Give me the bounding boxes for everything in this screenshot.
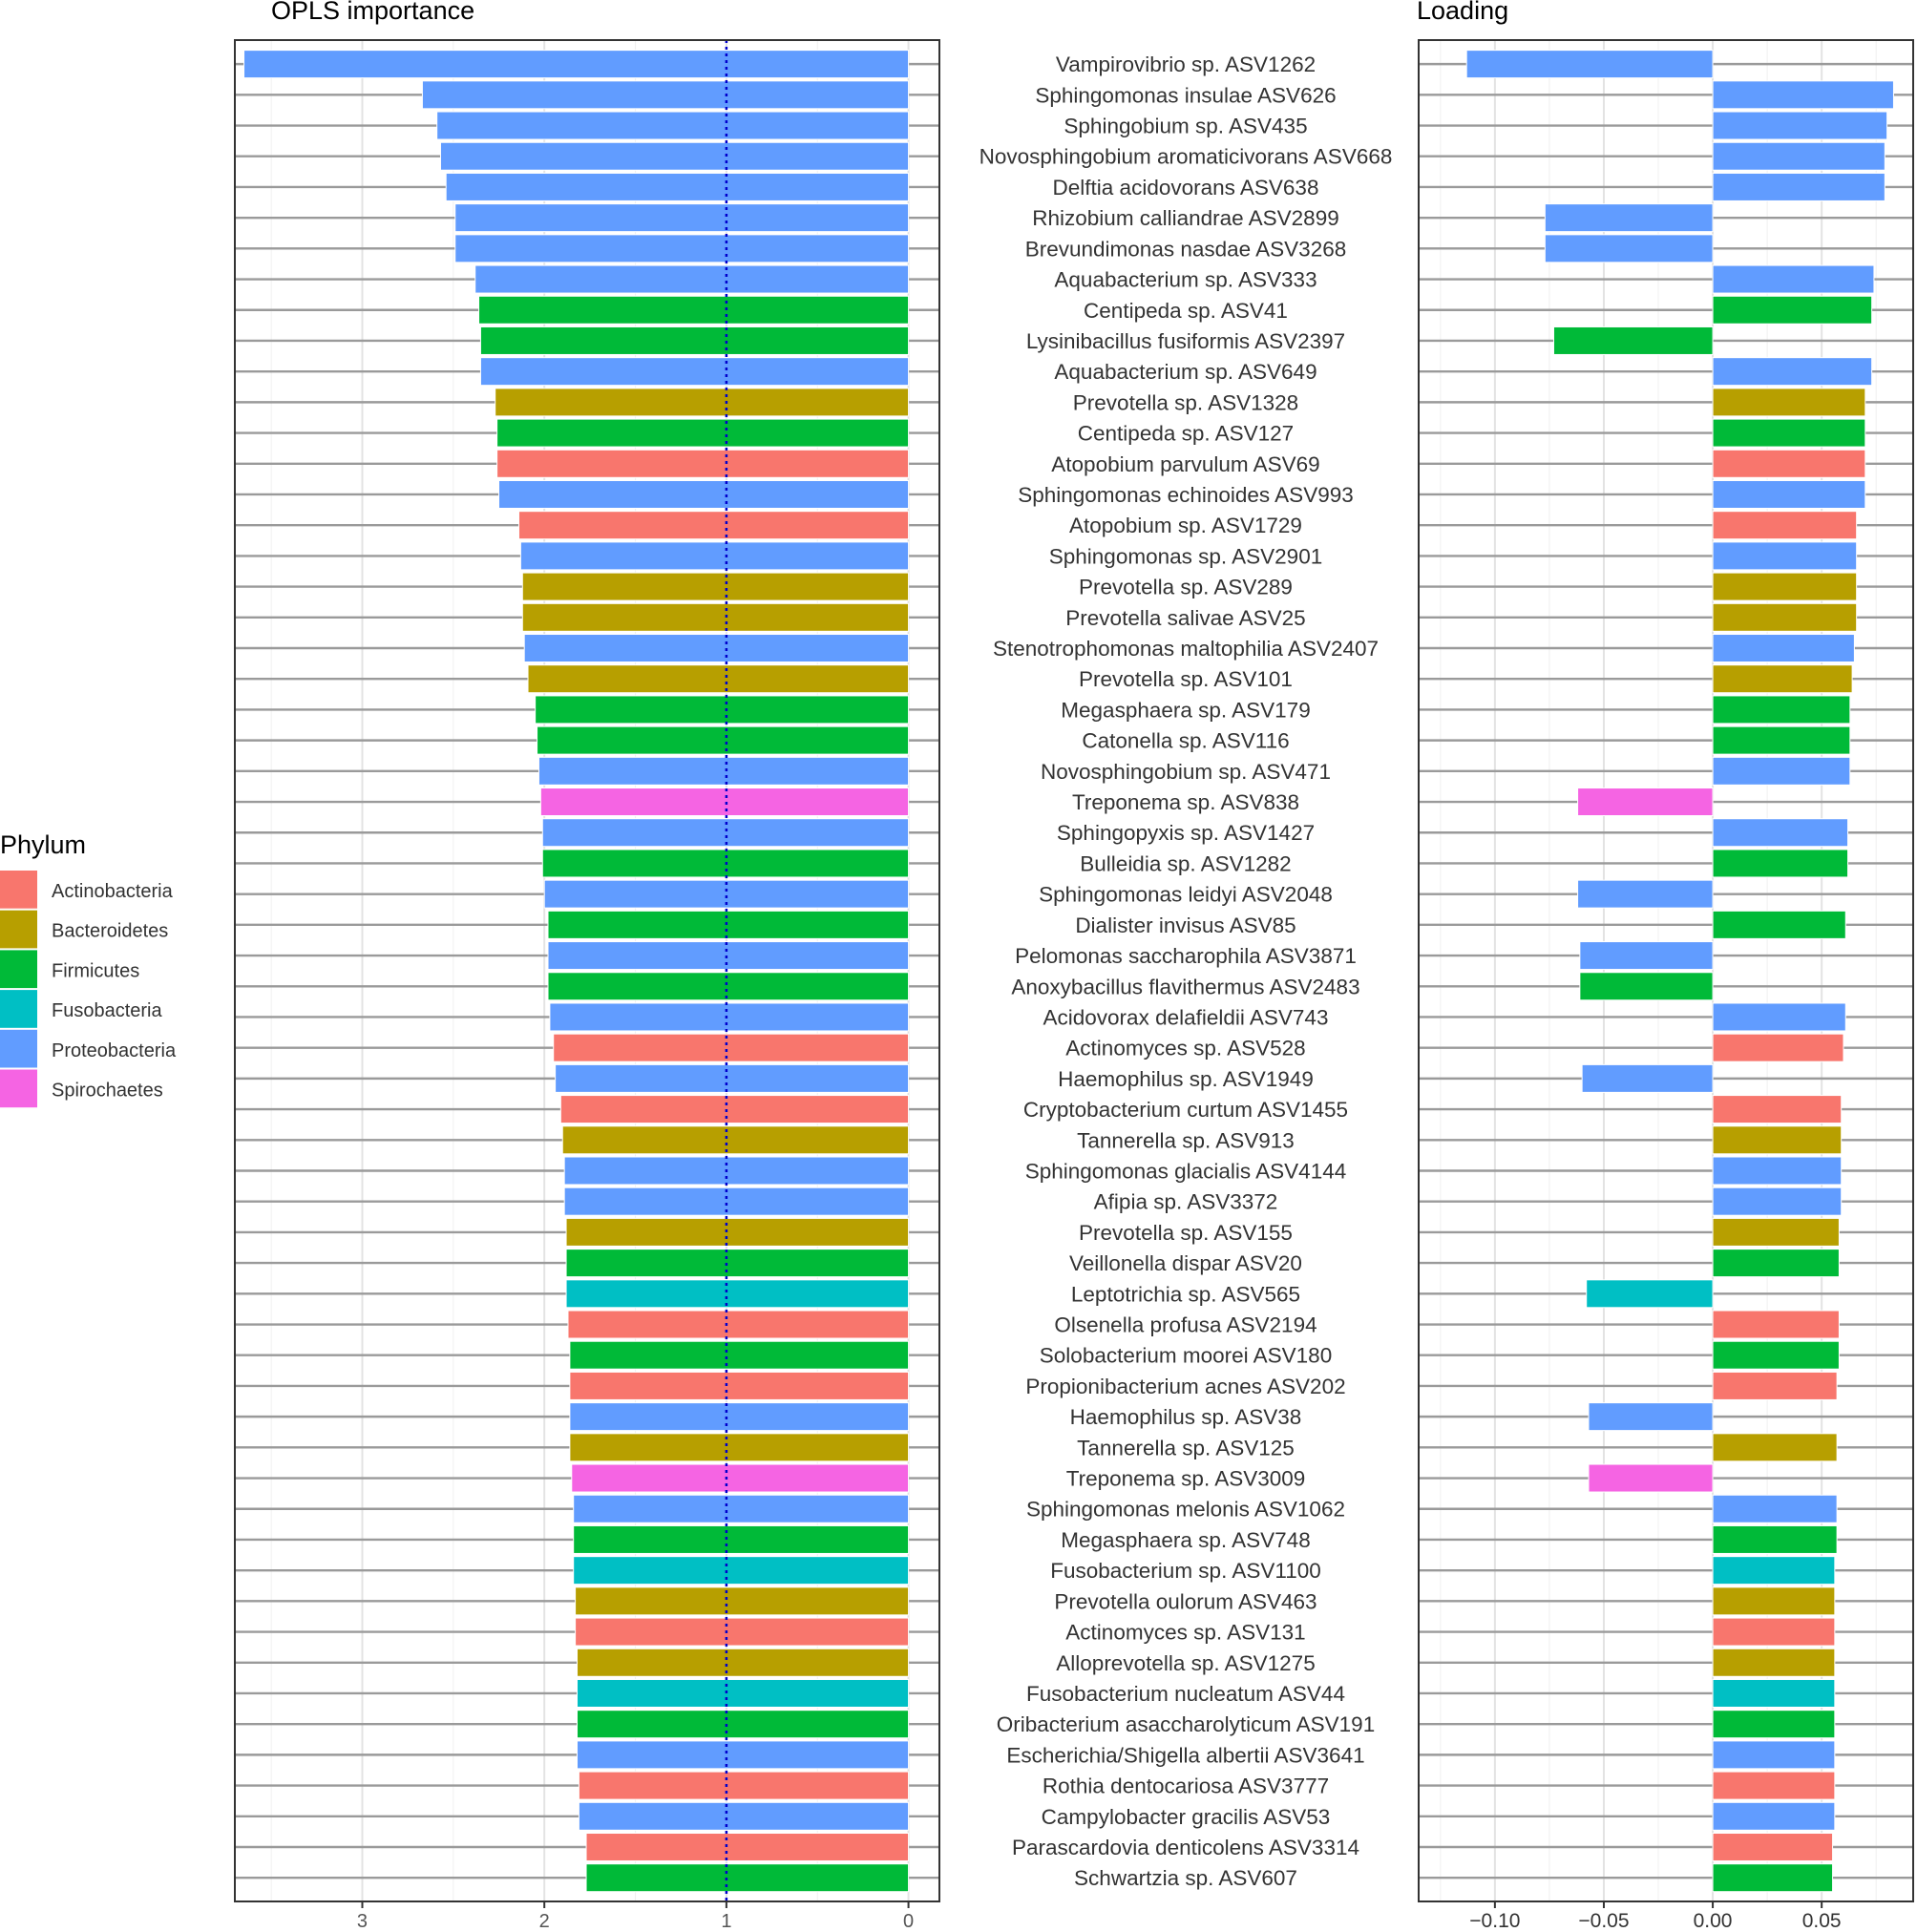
opls-bar	[520, 542, 908, 570]
opls-bar	[576, 1618, 909, 1646]
opls-bar	[495, 388, 909, 416]
species-label: Haemophilus sp. ASV38	[1069, 1405, 1302, 1430]
loading-bar	[1713, 1648, 1835, 1676]
loading-bar	[1713, 81, 1893, 109]
loading-bar	[1582, 1064, 1713, 1092]
species-label: Sphingomonas sp. ASV2901	[1048, 544, 1323, 569]
loading-bar	[1578, 880, 1713, 908]
loading-bar	[1713, 1434, 1837, 1461]
opls-bar	[570, 1372, 909, 1399]
species-label: Novosphingobium aromaticivorans ASV668	[979, 144, 1393, 169]
loading-bar	[1553, 326, 1713, 354]
opls-x-tick-label: 2	[538, 1911, 550, 1927]
opls-bar	[524, 635, 908, 662]
opls-bar	[570, 1341, 909, 1369]
species-label: Escherichia/Shigella albertii ASV3641	[1006, 1743, 1365, 1768]
opls-importance-title: OPLS importance	[271, 0, 475, 25]
opls-bar	[572, 1464, 909, 1492]
species-label: Megasphaera sp. ASV179	[1061, 698, 1311, 723]
opls-bar	[548, 942, 909, 970]
species-label: Prevotella sp. ASV101	[1079, 667, 1293, 692]
loading-bar	[1580, 973, 1713, 1000]
species-label: Catonella sp. ASV116	[1082, 728, 1290, 753]
loading-bar	[1580, 942, 1713, 970]
species-label: Lysinibacillus fusiformis ASV2397	[1025, 328, 1346, 353]
opls-bar	[550, 1003, 909, 1031]
species-label: Treponema sp. ASV838	[1071, 790, 1300, 815]
loading-bar	[1713, 1525, 1837, 1553]
loading-bar	[1713, 1802, 1835, 1830]
species-label: Alloprevotella sp. ASV1275	[1056, 1650, 1316, 1675]
loading-bar	[1713, 1834, 1833, 1861]
opls-bar	[422, 81, 908, 109]
species-label: Sphingomonas melonis ASV1062	[1026, 1497, 1345, 1522]
species-label: Aquabacterium sp. ASV649	[1054, 360, 1317, 385]
loading-bar	[1713, 1711, 1835, 1738]
opls-importance-panel	[235, 40, 939, 1927]
loading-bar	[1713, 1250, 1839, 1277]
species-label: Dialister invisus ASV85	[1075, 913, 1296, 937]
legend-label: Proteobacteria	[52, 1040, 177, 1061]
species-label: Olsenella profusa ASV2194	[1054, 1312, 1317, 1337]
species-label: Fusobacterium nucleatum ASV44	[1026, 1681, 1345, 1706]
loading-bar	[1713, 1557, 1835, 1585]
loading-bar	[1713, 542, 1857, 570]
species-label: Tannerella sp. ASV913	[1077, 1128, 1295, 1153]
opls-bar	[480, 358, 908, 386]
legend-label: Fusobacteria	[52, 1000, 162, 1022]
legend-label: Spirochaetes	[52, 1080, 163, 1102]
species-label: Centipeda sp. ASV127	[1077, 421, 1295, 446]
species-label: Veillonella dispar ASV20	[1069, 1251, 1302, 1276]
opls-bar	[518, 512, 908, 539]
species-label: Atopobium sp. ASV1729	[1069, 514, 1302, 538]
loading-bar	[1713, 112, 1887, 139]
loading-bar	[1713, 450, 1865, 477]
opls-bar	[564, 1157, 908, 1185]
species-label: Leptotrichia sp. ASV565	[1070, 1282, 1301, 1307]
loading-bar	[1466, 51, 1713, 78]
loading-bar	[1713, 1741, 1835, 1769]
opls-bar	[568, 1311, 909, 1338]
opls-bar	[576, 1587, 909, 1615]
loading-bar	[1713, 696, 1850, 724]
loading-bar	[1713, 512, 1857, 539]
opls-bar	[548, 911, 909, 938]
loading-bar	[1713, 1126, 1842, 1154]
opls-bar	[556, 1064, 909, 1092]
legend-key	[0, 1030, 37, 1068]
opls-bar	[499, 480, 909, 508]
loading-bar	[1713, 573, 1857, 600]
opls-bar	[446, 173, 908, 200]
loading-panel	[1419, 40, 1913, 1927]
species-label: Actinomyces sp. ASV528	[1065, 1036, 1306, 1060]
species-label: Solobacterium moorei ASV180	[1039, 1343, 1333, 1368]
loading-title: Loading	[1417, 0, 1509, 25]
loading-bar	[1713, 1587, 1835, 1615]
species-label: Afipia sp. ASV3372	[1093, 1189, 1278, 1214]
species-label: Cryptobacterium curtum ASV1455	[1022, 1098, 1349, 1123]
loading-bar	[1713, 388, 1865, 416]
loading-bar	[1713, 1772, 1835, 1799]
opls-bar	[455, 235, 909, 262]
opls-bar	[440, 142, 908, 170]
opls-bar	[566, 1218, 909, 1246]
loading-bar	[1713, 757, 1850, 785]
loading-bar	[1713, 1096, 1842, 1124]
loading-bar	[1713, 819, 1847, 847]
legend-key	[0, 1070, 37, 1108]
species-label: Campylobacter gracilis ASV53	[1041, 1804, 1331, 1829]
species-label: Anoxybacillus flavithermus ASV2483	[1011, 975, 1360, 999]
species-label: Rhizobium calliandrae ASV2899	[1032, 206, 1339, 231]
species-label: Prevotella salivae ASV25	[1065, 605, 1306, 630]
loading-bar	[1713, 635, 1854, 662]
loading-bar	[1713, 726, 1850, 754]
loading-x-tick-label: −0.10	[1469, 1910, 1521, 1927]
opls-bar	[562, 1126, 908, 1154]
opls-bar	[566, 1280, 909, 1308]
species-label: Sphingomonas glacialis ASV4144	[1024, 1159, 1347, 1184]
opls-bar	[522, 603, 908, 631]
species-label: Parascardovia denticolens ASV3314	[1012, 1835, 1359, 1859]
species-label: Sphingopyxis sp. ASV1427	[1056, 821, 1316, 846]
species-label: Delftia acidovorans ASV638	[1052, 175, 1319, 200]
legend-title: Phylum	[0, 830, 87, 859]
loading-bar	[1713, 603, 1857, 631]
species-label: Sphingomonas insulae ASV626	[1035, 83, 1337, 108]
loading-bar	[1713, 665, 1852, 693]
species-label: Atopobium parvulum ASV69	[1051, 452, 1320, 476]
species-label: Megasphaera sp. ASV748	[1061, 1527, 1311, 1552]
opls-bar	[522, 573, 908, 600]
legend-key	[0, 950, 37, 988]
species-label: Prevotella sp. ASV155	[1079, 1220, 1293, 1245]
loading-bar	[1713, 1157, 1842, 1185]
loading-bar	[1713, 173, 1885, 200]
species-label: Fusobacterium sp. ASV1100	[1050, 1559, 1321, 1584]
legend-key	[0, 911, 37, 949]
opls-bar	[560, 1096, 908, 1124]
loading-bar	[1713, 1495, 1837, 1522]
opls-bar	[579, 1802, 908, 1830]
loading-x-tick-label: −0.05	[1578, 1910, 1630, 1927]
loading-bar	[1713, 1864, 1833, 1892]
opls-bar	[578, 1648, 909, 1676]
species-label: Vampirovibrio sp. ASV1262	[1055, 52, 1317, 77]
loading-bar	[1713, 911, 1845, 938]
opls-bar	[548, 973, 909, 1000]
loading-bar	[1713, 265, 1874, 293]
species-label: Prevotella oulorum ASV463	[1054, 1589, 1317, 1614]
opls-bar	[578, 1741, 909, 1769]
loading-bar	[1713, 850, 1847, 877]
legend-label: Bacteroidetes	[52, 920, 169, 942]
species-label: Actinomyces sp. ASV131	[1065, 1620, 1306, 1645]
loading-bar	[1713, 1003, 1845, 1031]
loading-bar	[1545, 235, 1713, 262]
species-label: Sphingomonas echinoides ASV993	[1018, 482, 1354, 507]
loading-bar	[1713, 480, 1865, 508]
opls-x-tick-label: 0	[903, 1911, 915, 1927]
opls-bar	[480, 326, 908, 354]
loading-x-tick-label: 0.05	[1801, 1910, 1842, 1927]
legend-key	[0, 990, 37, 1028]
opls-bar	[586, 1864, 909, 1892]
opls-bar	[497, 419, 909, 447]
opls-bar	[475, 265, 909, 293]
species-label: Sphingobium sp. ASV435	[1064, 114, 1308, 138]
opls-bar	[536, 696, 909, 724]
species-label: Novosphingobium sp. ASV471	[1041, 759, 1331, 784]
opls-bar	[479, 296, 909, 324]
opls-bar	[455, 204, 909, 232]
species-label: Schwartzia sp. ASV607	[1074, 1866, 1297, 1891]
opls-bar	[578, 1679, 909, 1707]
species-label: Prevotella sp. ASV1328	[1072, 390, 1299, 415]
loading-bar	[1587, 1280, 1713, 1308]
loading-bar	[1713, 1218, 1839, 1246]
species-label: Oribacterium asaccharolyticum ASV191	[996, 1712, 1376, 1737]
loading-bar	[1713, 1311, 1839, 1338]
species-label: Propionibacterium acnes ASV202	[1025, 1374, 1346, 1398]
loading-bar	[1713, 419, 1865, 447]
opls-x-tick-label: 1	[721, 1911, 732, 1927]
species-label: Centipeda sp. ASV41	[1084, 298, 1288, 323]
opls-bar	[570, 1434, 909, 1461]
species-label: Stenotrophomonas maltophilia ASV2407	[992, 637, 1380, 662]
loading-bar	[1589, 1464, 1713, 1492]
opls-bar	[570, 1403, 909, 1431]
loading-bar	[1545, 204, 1713, 232]
opls-bar	[578, 1711, 909, 1738]
species-label: Tannerella sp. ASV125	[1077, 1436, 1295, 1460]
legend-key	[0, 871, 37, 909]
opls-bar	[579, 1772, 908, 1799]
species-label: Bulleidia sp. ASV1282	[1080, 851, 1292, 876]
loading-bar	[1589, 1403, 1713, 1431]
species-label: Rothia dentocariosa ASV3777	[1042, 1774, 1330, 1798]
species-label: Brevundimonas nasdae ASV3268	[1024, 237, 1347, 262]
loading-bar	[1713, 1618, 1835, 1646]
opls-bar	[497, 450, 909, 477]
opls-bar	[537, 726, 909, 754]
opls-bar	[574, 1525, 909, 1553]
loading-bar	[1713, 1372, 1837, 1399]
loading-bar	[1713, 358, 1872, 386]
loading-bar	[1713, 1187, 1842, 1215]
opls-bar	[528, 665, 909, 693]
opls-bar	[564, 1187, 908, 1215]
species-label: Prevotella sp. ASV289	[1079, 575, 1293, 599]
opls-bar	[538, 757, 908, 785]
species-label: Pelomonas saccharophila ASV3871	[1015, 944, 1357, 969]
opls-bar	[574, 1557, 909, 1585]
species-label: Acidovorax delafieldii ASV743	[1043, 1005, 1329, 1030]
loading-bar	[1713, 142, 1885, 170]
opls-bar	[574, 1495, 909, 1522]
opls-bar	[566, 1250, 909, 1277]
opls-bar	[437, 112, 909, 139]
opls-bar	[540, 788, 908, 816]
loading-x-tick-label: 0.00	[1693, 1910, 1733, 1927]
species-label: Sphingomonas leidyi ASV2048	[1039, 882, 1333, 907]
species-label: Haemophilus sp. ASV1949	[1058, 1066, 1314, 1091]
loading-bar	[1713, 1679, 1835, 1707]
legend-label: Actinobacteria	[52, 881, 173, 902]
species-labels	[980, 52, 1393, 1890]
opls-bar	[586, 1834, 909, 1861]
loading-bar	[1578, 788, 1713, 816]
loading-bar	[1713, 1341, 1839, 1369]
legend-label: Firmicutes	[52, 960, 140, 982]
loading-bar	[1713, 296, 1872, 324]
species-label: Aquabacterium sp. ASV333	[1054, 267, 1317, 292]
phylum-legend	[0, 830, 177, 1107]
opls-bar	[554, 1034, 909, 1061]
species-label: Treponema sp. ASV3009	[1065, 1466, 1306, 1491]
loading-bar	[1713, 1034, 1843, 1061]
opls-bar	[244, 51, 909, 78]
opls-x-tick-label: 3	[356, 1911, 369, 1927]
